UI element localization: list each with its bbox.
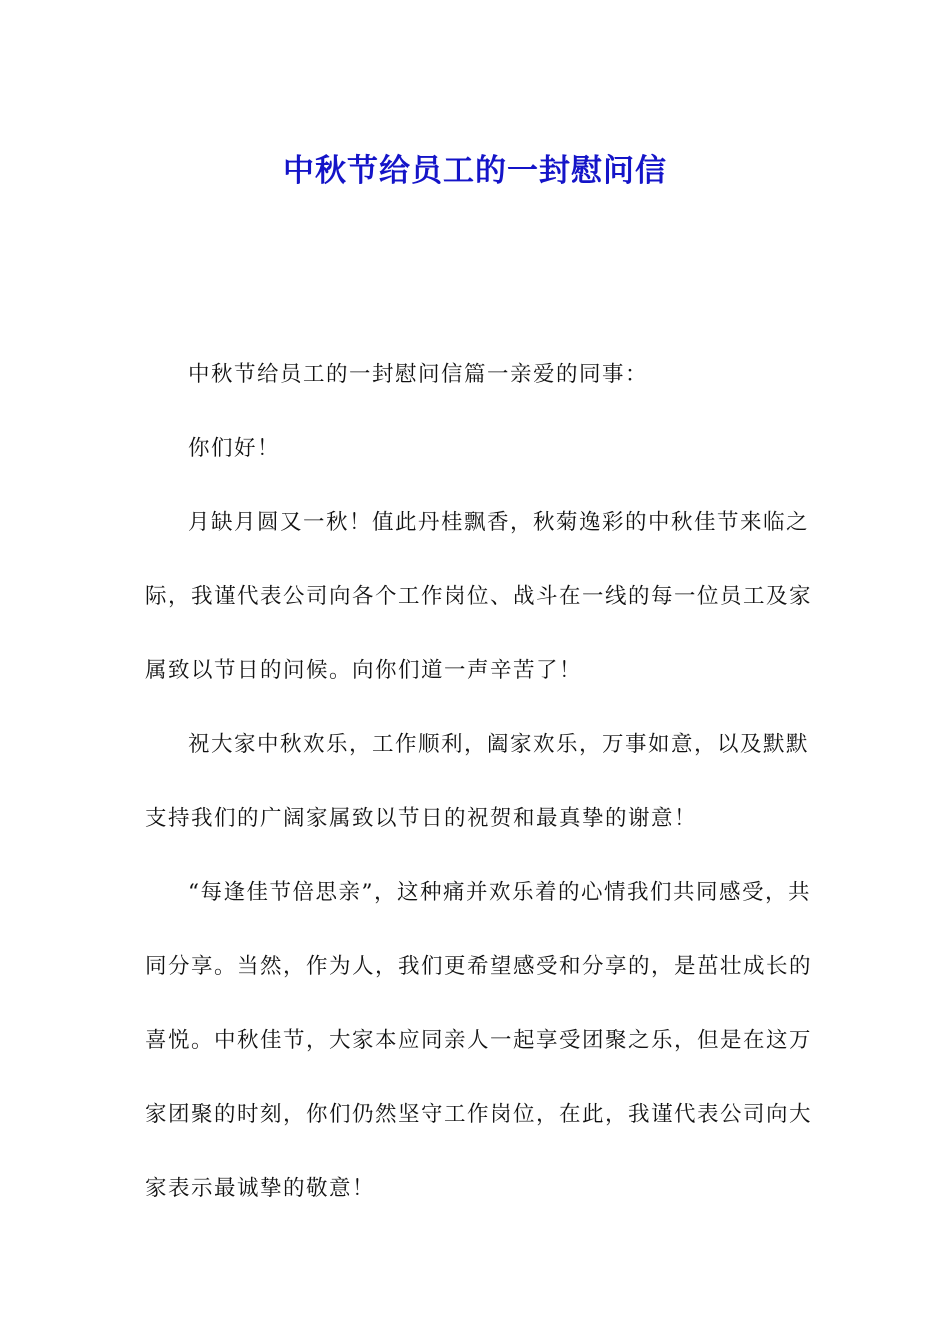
paragraph-greeting: 你们好！ <box>188 436 281 461</box>
paragraph-salutation: 中秋节给员工的一封慰问信篇一亲爱的同事： <box>188 362 649 387</box>
paragraph-blessings: 祝大家中秋欢乐，工作顺利，阖家欢乐，万事如意，以及默默支持我们的广阔家属致以节日的祝贺和最真挚的谢意！ <box>145 732 810 831</box>
paragraph-festival-wishes: 月缺月圆又一秋！值此丹桂飘香，秋菊逸彩的中秋佳节来临之际，我谨代表公司向各个工作岗位、战斗在一线的每一位员工及家属致以节日的问候。向你们道一声辛苦了！ <box>145 510 813 683</box>
document-title: 中秋节给员工的一封慰问信 <box>283 152 667 189</box>
paragraph-gratitude: “每逢佳节倍思亲”，这种痛并欢乐着的心情我们共同感受，共同分享。当然，作为人，我们更希望感受和分享的，是茁壮成长的喜悦。中秋佳节，大家本应同亲人一起享受团聚之乐，但是在这万家团聚的时刻，你们仍然坚守工作岗位，在此，我谨代表公司向大家表示最诚挚的敬意！ <box>145 880 813 1201</box>
document-body <box>145 338 825 1226</box>
